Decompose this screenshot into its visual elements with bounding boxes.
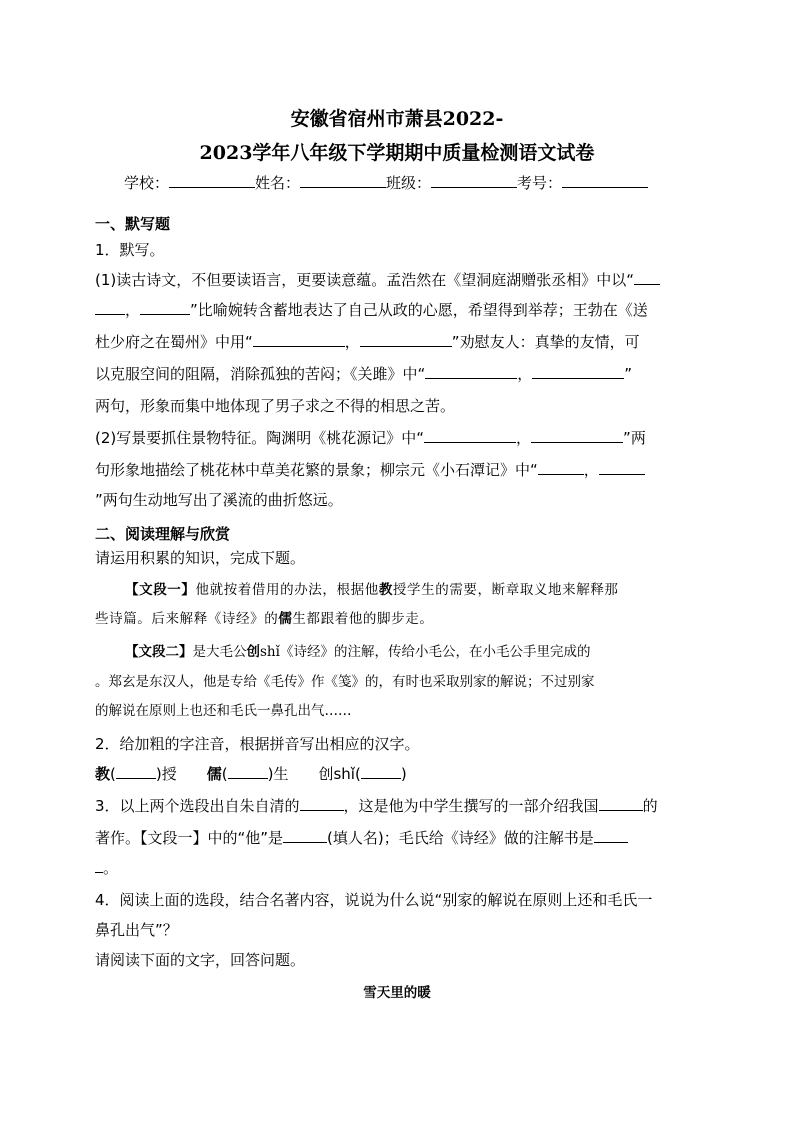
q1-part1-line3: 杜少府之在蜀州》中用“ ， ”劝慰友人：真挚的友情，可 — [95, 333, 640, 351]
question-3-line3: 。 — [95, 858, 118, 878]
q1-part1-line5: 两句，形象而集中地体现了男子求之不得的相思之苦。 — [95, 397, 456, 415]
section1-heading: 一、默写题 — [95, 215, 171, 233]
answer-blank[interactable] — [599, 796, 643, 811]
q1-part2-line3: ”两句生动地写出了溪流的曲折悠远。 — [95, 491, 343, 509]
answer-blank[interactable] — [140, 300, 190, 315]
answer-blank[interactable] — [283, 828, 327, 843]
answer-blank[interactable] — [228, 764, 268, 779]
question-3-line2: 著作。【文段一】中的“他”是 (填人名)；毛氏给《诗经》做的注解书是 — [95, 828, 628, 848]
passage2-line3: 的解说在原则上也还和毛氏一鼻孔出气…… — [95, 703, 352, 719]
name-field[interactable] — [300, 173, 386, 188]
answer-blank[interactable] — [425, 364, 517, 379]
question-3-line1: 3．以上两个选段出自朱自清的 ，这是他为中学生撰写的一部介绍我国 的 — [95, 797, 658, 815]
class-label: 班级： — [386, 174, 432, 192]
section2-heading: 二、阅读理解与欣赏 — [95, 525, 231, 543]
answer-blank[interactable] — [599, 460, 645, 475]
answer-blank[interactable] — [361, 764, 401, 779]
answer-blank[interactable] — [634, 270, 660, 285]
passage1-tag: 【文段一】 — [125, 582, 196, 598]
q1-part2-line1: (2)写景要抓住景物特征。陶渊明《桃花源记》中“ ， ”两 — [95, 429, 646, 447]
answer-blank[interactable] — [300, 796, 344, 811]
reading-prompt: 请阅读下面的文字，回答问题。 — [95, 951, 306, 969]
answer-blank[interactable] — [538, 460, 584, 475]
passage2-line1: 【文段二】是大毛公创shǐ《诗经》的注解，传给小毛公，在小毛公手里完成的 — [125, 644, 591, 660]
answer-blank[interactable] — [116, 764, 156, 779]
passage1-line1: 【文段一】他就按着借用的办法，根据他教授学生的需要，断章取义地来解释那 — [125, 582, 619, 598]
name-label: 姓名： — [255, 174, 301, 192]
answer-blank[interactable] — [253, 332, 345, 347]
answer-blank[interactable] — [95, 300, 125, 315]
bold-char-ru: 儒 — [278, 611, 293, 627]
question-4-line2: 鼻孔出气”？ — [95, 921, 178, 939]
section2-intro: 请运用积累的知识，完成下题。 — [95, 549, 306, 567]
number-label: 考号： — [517, 174, 563, 192]
passage2-line2: 。郑玄是东汉人，他是专给《毛传》作《笺》的，有时也采取别家的解说；不过别家 — [95, 674, 595, 690]
number-field[interactable] — [562, 173, 648, 188]
q1-part1-line2: ， ”比喻婉转含蓄地表达了自己从政的心愿，希望得到举荐；王勃在《送 — [95, 300, 648, 320]
answer-blank[interactable] — [531, 428, 623, 443]
article-title: 雪天里的暖 — [363, 985, 431, 1001]
exam-title-line2: 2023学年八年级下学期期中质量检测语文试卷 — [199, 142, 595, 164]
answer-blank[interactable] — [95, 858, 103, 873]
q1-part2-line2: 句形象地描绘了桃花林中草美花繁的景象；柳宗元《小石潭记》中“ ， — [95, 460, 645, 480]
answer-blank[interactable] — [424, 428, 516, 443]
answer-blank[interactable] — [594, 828, 628, 843]
class-field[interactable] — [431, 173, 517, 188]
question-2-label: 2．给加粗的字注音，根据拼音写出相应的汉字。 — [95, 735, 420, 753]
question-2-items: 教( )授 儒( )生 创shǐ( ) — [95, 765, 407, 783]
answer-blank[interactable] — [360, 332, 452, 347]
answer-blank[interactable] — [532, 364, 624, 379]
passage1-line2: 些诗篇。后来解释《诗经》的儒生都跟着他的脚步走。 — [95, 611, 434, 627]
bold-char-chuang: 创 — [246, 644, 260, 660]
q1-part1-line4: 以克服空间的阻隔，消除孤独的苦闷；《关雎》中“ ， ” — [95, 365, 633, 383]
passage2-tag: 【文段二】 — [125, 644, 193, 660]
q1-part1-line1: (1)读古诗文，不但要读语言，更要读意蕴。孟浩然在《望洞庭湖赠张丞相》中以“ — [95, 270, 660, 290]
school-label: 学校： — [124, 174, 170, 192]
bold-char-jiao: 教 — [378, 582, 393, 598]
school-field[interactable] — [169, 173, 255, 188]
question-1-label: 1．默写。 — [95, 241, 165, 259]
question-4-line1: 4．阅读上面的选段，结合名著内容，说说为什么说“别家的解说在原则上还和毛氏一 — [95, 891, 653, 909]
student-info-row — [124, 173, 648, 193]
exam-title-line1: 安徽省宿州市萧县2022- — [290, 108, 504, 130]
